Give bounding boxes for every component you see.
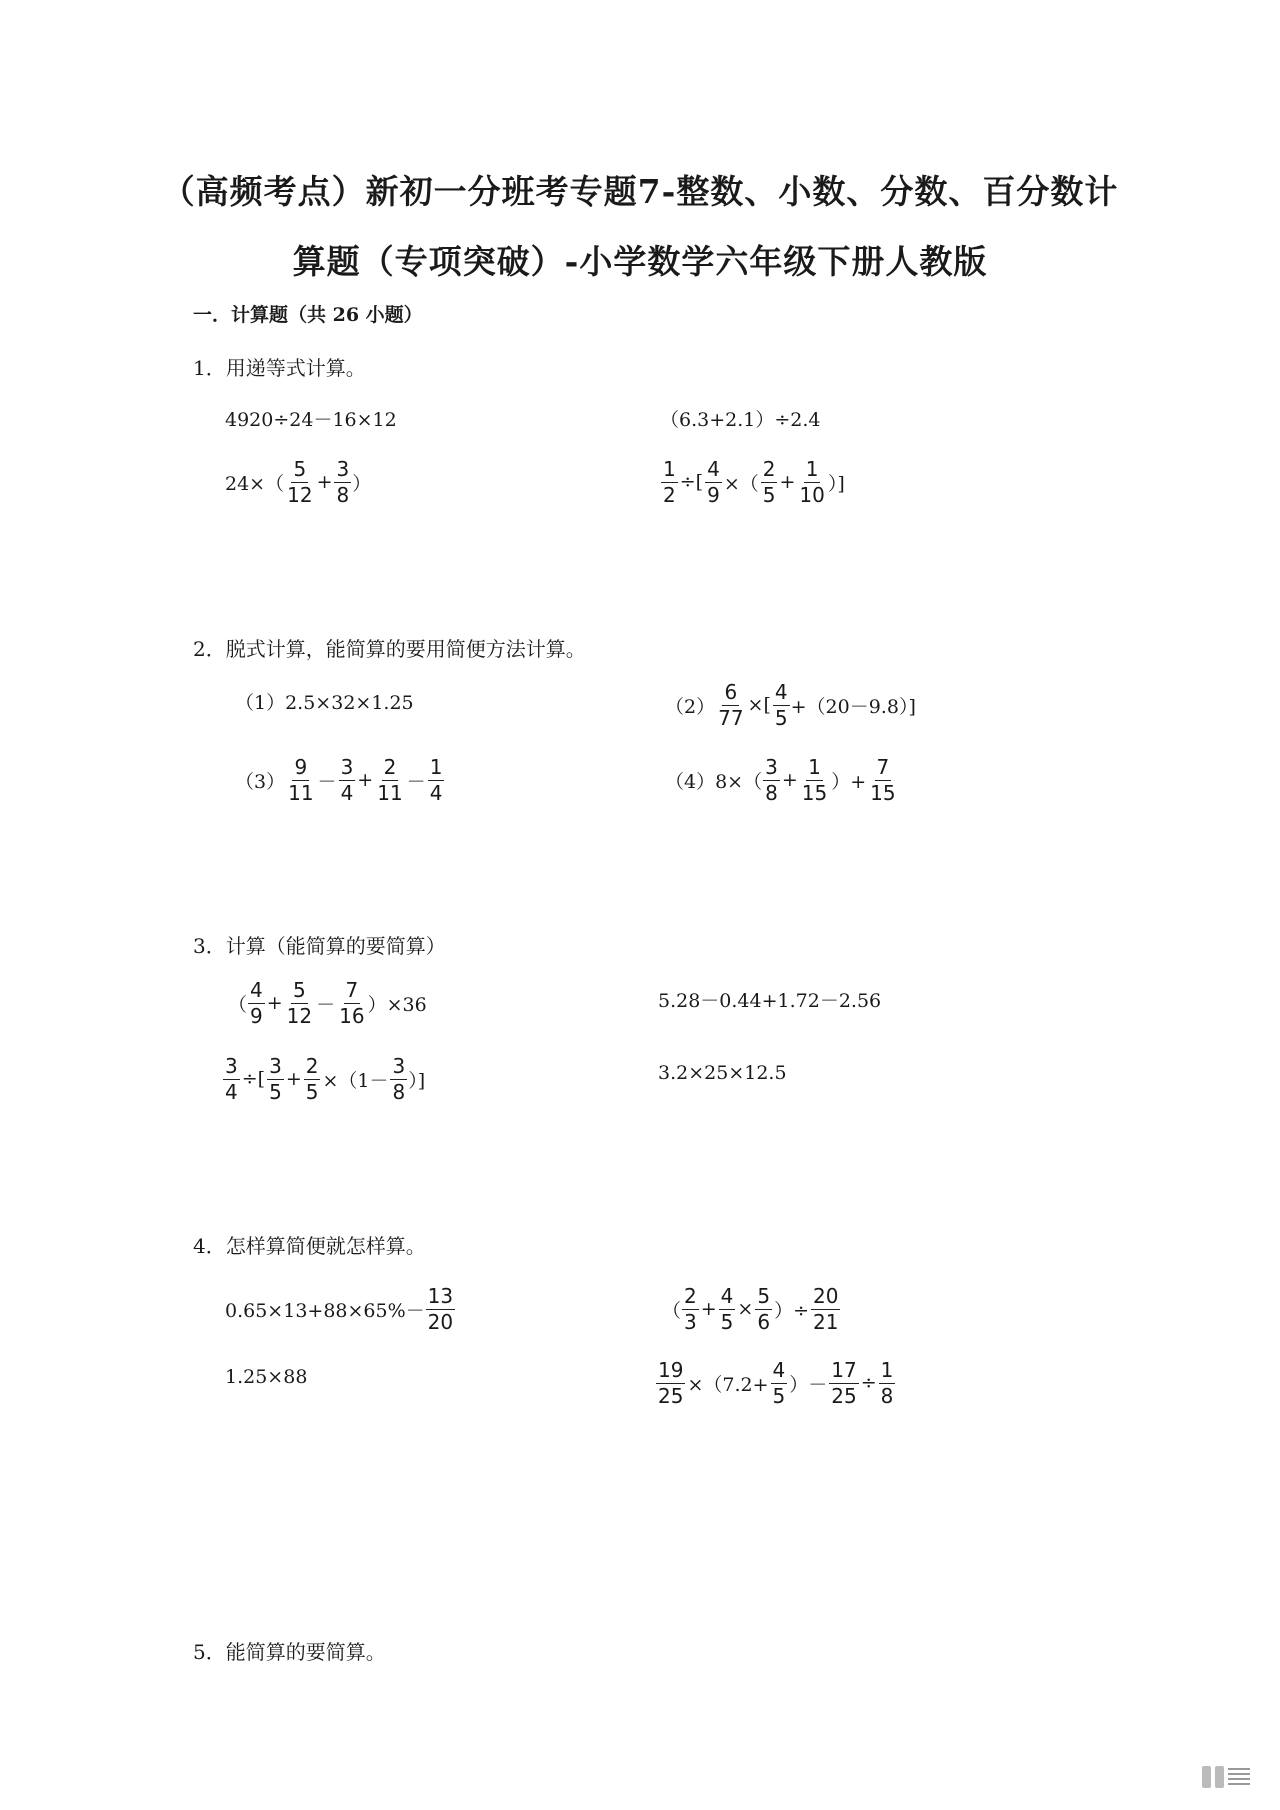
operator: + xyxy=(779,471,796,493)
operator: ÷ xyxy=(860,1372,877,1394)
operator: + xyxy=(357,769,374,791)
fraction: $\frac{7}{16}$ xyxy=(339,977,365,1028)
fraction: $\frac{9}{11}$ xyxy=(288,754,314,805)
fraction: $\frac{4}{5}$ xyxy=(774,679,788,730)
operator: ×[ xyxy=(747,694,771,716)
operator: + xyxy=(285,1068,302,1090)
operator: － xyxy=(317,770,337,793)
page-title-line-2: 算题（专项突破）-小学数学六年级下册人教版 xyxy=(292,242,988,281)
page-title-line-1: （高频考点）新初一分班考专题7-整数、小数、分数、百分数计 xyxy=(161,172,1119,211)
q4-expression-d xyxy=(655,1348,896,1418)
q2-expression-b xyxy=(665,670,916,740)
expr-text: （3） xyxy=(235,770,286,793)
q4-expression-a xyxy=(225,1274,456,1344)
q1-expression-d xyxy=(660,447,845,517)
fraction: $\frac{1}{4}$ xyxy=(429,754,443,805)
q1-expression-a: 4920÷24－16×12 xyxy=(225,408,397,431)
fraction: $\frac{3}{4}$ xyxy=(225,1053,238,1104)
fraction: $\frac{2}{11}$ xyxy=(377,754,403,805)
q4-expression-c: 1.25×88 xyxy=(225,1366,308,1388)
operator: ÷[ xyxy=(679,471,704,493)
fraction: $\frac{3}{8}$ xyxy=(392,1053,406,1104)
q1-expression-b: （6.3+2.1）÷2.4 xyxy=(660,408,821,431)
q4-expression-b xyxy=(662,1274,841,1344)
fraction: $\frac{20}{21}$ xyxy=(812,1283,839,1334)
fraction: $\frac{13}{20}$ xyxy=(427,1283,454,1334)
operator: + xyxy=(700,1298,717,1320)
operator: ）－ xyxy=(789,1373,828,1396)
question-3-label: 3．计算（能简算的要简算） xyxy=(193,934,446,958)
fraction: $\frac{1}{8}$ xyxy=(880,1357,894,1408)
expr-text: （ xyxy=(228,993,248,1016)
operator: + xyxy=(316,471,333,493)
fraction: $\frac{4}{5}$ xyxy=(772,1357,786,1408)
section-heading: 一．计算题（共 26 小题） xyxy=(193,304,423,326)
q3-expression-d: 3.2×25×12.5 xyxy=(658,1062,787,1084)
fraction: $\frac{1}{10}$ xyxy=(799,456,825,507)
expr-text: 0.65×13+88×65%－ xyxy=(225,1299,425,1322)
operator: ）+ xyxy=(831,770,867,793)
q1-expression-c xyxy=(225,447,371,517)
expr-text: +（20－9.8）] xyxy=(790,695,916,718)
fraction: $\frac{4}{9}$ xyxy=(250,977,263,1028)
expr-text: 24×（ xyxy=(225,472,285,495)
expr-text: （2） xyxy=(665,695,716,718)
fraction: $\frac{3}{8}$ xyxy=(765,754,778,805)
fraction: $\frac{17}{25}$ xyxy=(831,1357,857,1408)
operator: ×（7.2+ xyxy=(687,1373,769,1396)
fraction: $\frac{5}{12}$ xyxy=(286,977,313,1028)
q3-expression-c xyxy=(222,1044,425,1114)
fraction: $\frac{1}{2}$ xyxy=(663,456,676,507)
fraction: $\frac{3}{5}$ xyxy=(269,1053,282,1104)
q2-expression-a: （1）2.5×32×1.25 xyxy=(235,691,414,714)
expr-text: （ xyxy=(662,1299,682,1322)
question-2-label: 2．脱式计算，能简算的要用简便方法计算。 xyxy=(193,637,586,661)
watermark-menu-icon xyxy=(1202,1766,1250,1788)
expr-text: ）] xyxy=(408,1069,426,1092)
expr-text: （4）8×（ xyxy=(665,770,763,793)
expr-text: ）] xyxy=(827,472,845,495)
fraction: $\frac{2}{3}$ xyxy=(684,1283,697,1334)
fraction: $\frac{6}{77}$ xyxy=(718,679,744,730)
operator: － xyxy=(406,770,426,793)
q2-expression-d xyxy=(665,745,899,815)
question-1-label: 1．用递等式计算。 xyxy=(193,356,366,380)
q2-expression-c xyxy=(235,745,445,815)
fraction: $\frac{4}{5}$ xyxy=(720,1283,734,1334)
fraction: $\frac{5}{6}$ xyxy=(757,1283,771,1334)
operator: + xyxy=(781,769,798,791)
fraction: $\frac{5}{12}$ xyxy=(287,456,313,507)
operator: ）÷ xyxy=(774,1299,809,1322)
operator: × xyxy=(737,1298,754,1320)
question-5-label: 5．能简算的要简算。 xyxy=(193,1640,386,1664)
operator: + xyxy=(266,992,283,1014)
fraction: $\frac{3}{4}$ xyxy=(340,754,354,805)
fraction: $\frac{2}{5}$ xyxy=(762,456,776,507)
q3-expression-b: 5.28－0.44+1.72－2.56 xyxy=(658,989,882,1012)
expr-text: ） xyxy=(352,472,372,495)
operator: － xyxy=(316,993,336,1016)
fraction: $\frac{3}{8}$ xyxy=(336,456,350,507)
operator: ×（1－ xyxy=(322,1069,389,1092)
fraction: $\frac{19}{25}$ xyxy=(658,1357,684,1408)
fraction: $\frac{1}{15}$ xyxy=(801,754,828,805)
operator: ÷[ xyxy=(241,1068,266,1090)
q3-expression-a xyxy=(228,968,427,1038)
fraction: $\frac{4}{9}$ xyxy=(707,456,720,507)
fraction: $\frac{2}{5}$ xyxy=(305,1053,319,1104)
expr-text: ）×36 xyxy=(367,993,427,1016)
question-4-label: 4．怎样算简便就怎样算。 xyxy=(193,1234,426,1258)
operator: ×（ xyxy=(723,472,759,495)
fraction: $\frac{7}{15}$ xyxy=(870,754,896,805)
